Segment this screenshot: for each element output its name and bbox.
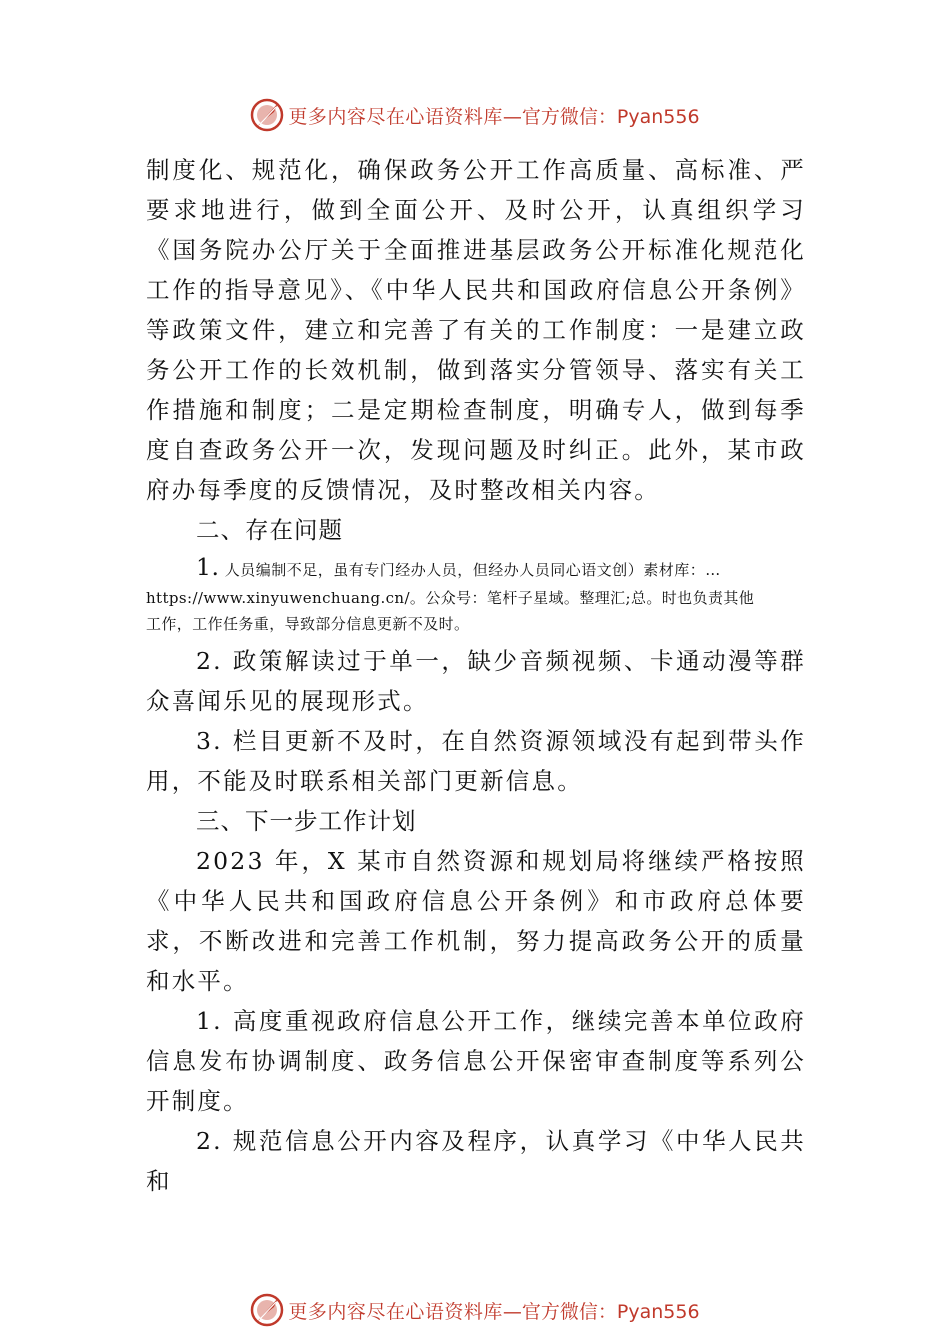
plan-1: 1. 高度重视政府信息公开工作，继续完善本单位政府信息发布协调制度、政务信息公开保密审查制度等系列公开制度。 <box>146 1007 806 1115</box>
footer-banner <box>0 1290 950 1330</box>
paragraph-intro: 制度化、规范化，确保政务公开工作高质量、高标准、严要求地进行，做到全面公开、及时公开，认真组织学习《国务院办公厅关于全面推进基层政务公开标准化规范化工作的指导意见》、《中华人民共和国政府信息公开条例》等政策文件，建立和完善了有关的工作制度：一是建立政务公开工作的长效机制，做到落实分管领导、落实有关工作措施和制度；二是定期检查制度，明确专人，做到每季度自查政务公开一次，发现问题及时纠正。此外，某市政府办每季度的反馈情况，及时整改相关内容。 <box>146 156 806 504</box>
document-body <box>146 150 806 1201</box>
plan-2: 2. 规范信息公开内容及程序，认真学习《中华人民共和 <box>146 1127 806 1195</box>
banner-contact: —官方微信：Pyan556 <box>502 1300 700 1323</box>
issue-1-number: 1. <box>196 553 220 581</box>
section-heading-issues: 二、存在问题 <box>196 516 343 544</box>
issue-1 <box>146 552 806 637</box>
plan-intro: 2023 年，X 某市自然资源和规划局将继续严格按照《中华人民共和国政府信息公开条例》和市政府总体要求，不断改进和完善工作机制，努力提高政务公开的质量和水平。 <box>146 847 806 995</box>
issue-2: 2. 政策解读过于单一，缺少音频视频、卡通动漫等群众喜闻乐见的展现形式。 <box>146 647 806 715</box>
issue-1-line-3: 工作，工作任务重，导致部分信息更新不及时。 <box>146 615 470 633</box>
quill-logo-icon <box>250 1293 284 1327</box>
issue-1-text: 人员编制不足，虽有专门经办人员，但经办人员同心语文创）素材库：… <box>224 561 721 579</box>
section-heading-plan: 三、下一步工作计划 <box>196 807 417 835</box>
banner-contact: —官方微信：Pyan556 <box>502 105 700 128</box>
header-banner <box>0 95 950 135</box>
issue-3: 3. 栏目更新不及时，在自然资源领域没有起到带头作用，不能及时联系相关部门更新信息。 <box>146 727 806 795</box>
banner-title: 更多内容尽在心语资料库 <box>288 1300 503 1323</box>
issue-1-line-2: https://www.xinyuwenchuang.cn/。公众号：笔杆子星域。整理汇;总。时也负责其他 <box>146 589 755 607</box>
quill-logo-icon <box>250 98 284 132</box>
banner-title: 更多内容尽在心语资料库 <box>288 105 503 128</box>
